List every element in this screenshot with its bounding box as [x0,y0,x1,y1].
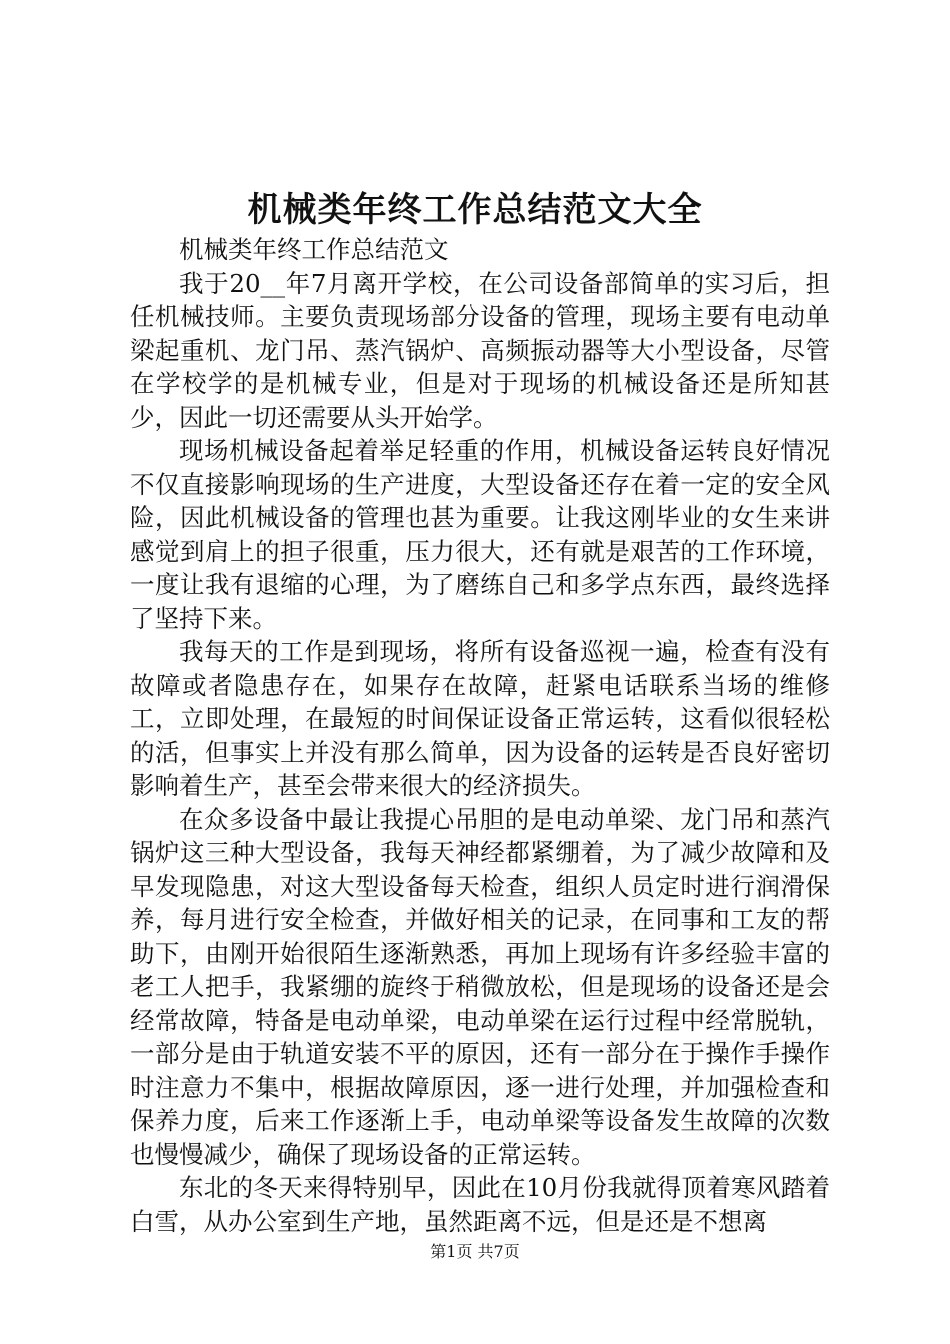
paragraph: 现场机械设备起着举足轻重的作用，机械设备运转良好情况不仅直接影响现场的生产进度，大型设备还存在着一定的安全风险，因此机械设备的管理也甚为重要。让我这刚毕业的女生来讲感觉到肩上的担子很重，压力很大，还有就是艰苦的工作环境，一度让我有退缩的心理，为了磨练自己和多学点东西，最终选择了坚持下来。 [130,436,830,633]
paragraph: 我每天的工作是到现场，将所有设备巡视一遍，检查有没有故障或者隐患存在，如果存在故障，赶紧电话联系当场的维修工，立即处理，在最短的时间保证设备正常运转，这看似很轻松的活，但事实上并没有那么简单，因为设备的运转是否良好密切影响着生产，甚至会带来很大的经济损失。 [130,637,830,800]
document-subtitle: 机械类年终工作总结范文 [179,235,449,264]
paragraph: 东北的冬天来得特别早，因此在10月份我就得顶着寒风踏着白雪，从办公室到生产地，虽然距离不远，但是还是不想离 [130,1173,830,1236]
paragraph: 我于20__年7月离开学校，在公司设备部简单的实习后，担任机械技师。主要负责现场部分设备的管理，现场主要有电动单梁起重机、龙门吊、蒸汽锅炉、高频振动器等大小型设备，尽管在学校学的是机械专业，但是对于现场的机械设备还是所知甚少，因此一切还需要从头开始学。 [130,268,830,432]
page-footer: 第1页 共7页 [430,1242,520,1261]
paragraph: 在众多设备中最让我提心吊胆的是电动单梁、龙门吊和蒸汽锅炉这三种大型设备，我每天神经都紧绷着，为了减少故障和及早发现隐患，对这大型设备每天检查，组织人员定时进行润滑保养，每月进行安全检查，并做好相关的记录，在同事和工友的帮助下，由刚开始很陌生逐渐熟悉，再加上现场有许多经验丰富的老工人把手，我紧绷的旋终于稍微放松，但是现场的设备还是会经常故障，特备是电动单梁，电动单梁在运行过程中经常脱轨，一部分是由于轨道安装不平的原因，还有一部分在于操作手操作时注意力不集中，根据故障原因，逐一进行处理，并加强检查和保养力度，后来工作逐渐上手，电动单梁等设备发生故障的次数也慢慢减少，确保了现场设备的正常运转。 [130,804,830,1169]
document-title: 机械类年终工作总结范文大全 [247,190,703,230]
document-body [130,233,830,1238]
